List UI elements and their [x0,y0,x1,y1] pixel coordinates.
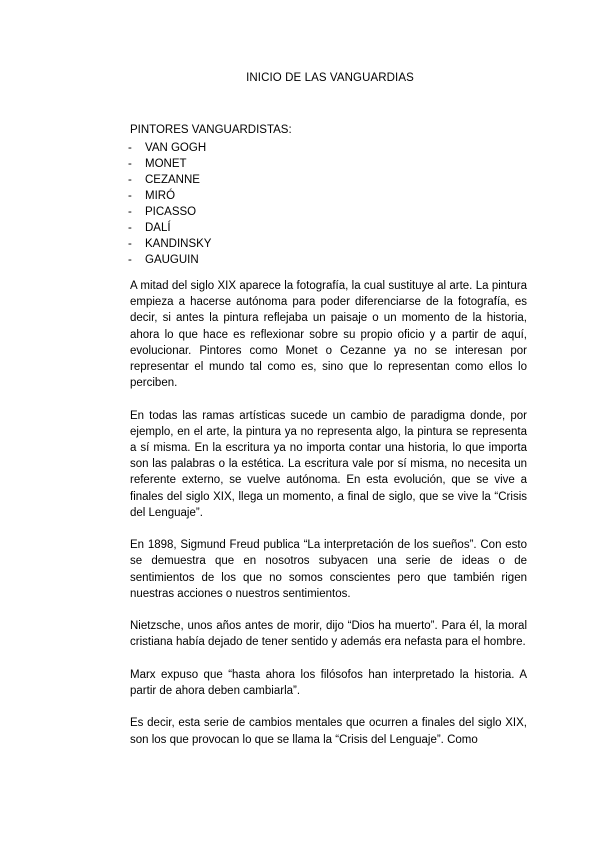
list-item [128,252,211,268]
list-item-text: MIRÓ [145,190,176,202]
list-item-text: DALÍ [145,222,171,234]
list-item [128,172,211,188]
paragraph: En todas las ramas artísticas sucede un cambio de paradigma donde, por ejemplo, en el arte, la pintura ya no representa algo, la pintura se representa a sí misma. En la escritura ya no importa contar una historia, lo que importa son las palabras o la estética. La escritura vale por sí misma, no necesita un referente externo, se vuelve autónoma. En esta evolución, que se vive a finales del siglo XIX, llega un momento, a final de siglo, que se vive la “Crisis del Lenguaje”. [130,409,527,519]
list-item-text: GAUGUIN [145,254,199,266]
paragraph: A mitad del siglo XIX aparece la fotografía, la cual sustituye al arte. La pintura empieza a hacerse autónoma para poder diferenciarse de la fotografía, es decir, si antes la pintura reflejaba un paisaje o un momento de la historia, ahora lo que hace es reflexionar sobre su propio oficio y a partir de aquí, evolucionar. Pintores como Monet o Cezanne ya no se interesan por representar el mundo tal como es, sino que lo representan como ellos lo perciben. [130,280,527,390]
painters-list [128,140,211,268]
paragraph: Es decir, esta serie de cambios mentales que ocurren a finales del siglo XIX, son los que provocan lo que se llama la “Crisis del Lenguaje”. Como [130,717,527,746]
list-marker: - [128,142,132,154]
paragraph: En 1898, Sigmund Freud publica “La interpretación de los sueños”. Con esto se demuestra que en nosotros subyacen una serie de ideas o de sentimientos de los que no somos conscientes pero que también rigen nuestras acciones o nuestros sentimientos. [130,539,527,600]
paragraph: Marx expuso que “hasta ahora los filósofos han interpretado la historia. A partir de ahora deben cambiarla”. [130,668,527,698]
list-item-text: MONET [145,158,187,170]
list-marker: - [128,174,132,186]
list-marker: - [128,238,132,250]
list-item-text: KANDINSKY [145,238,212,250]
list-item [128,156,211,172]
list-item-text: CEZANNE [145,174,200,186]
list-heading: PINTORES VANGUARDISTAS: [130,124,292,136]
list-item [128,188,211,204]
list-marker: - [128,206,132,218]
list-marker: - [128,254,132,266]
page-title: INICIO DE LAS VANGUARDIAS [246,72,414,84]
paragraph: Nietzsche, unos años antes de morir, dijo “Dios ha muerto”. Para él, la moral cristiana había dejado de tener sentido y además era nefasta para el hombre. [130,620,527,649]
list-marker: - [128,158,132,170]
list-item-text: VAN GOGH [145,142,207,154]
list-marker: - [128,190,132,202]
body-text [130,278,527,764]
list-item [128,140,211,156]
list-item [128,204,211,220]
list-item [128,236,211,252]
list-item [128,220,211,236]
list-marker: - [128,222,132,234]
list-item-text: PICASSO [145,206,197,218]
